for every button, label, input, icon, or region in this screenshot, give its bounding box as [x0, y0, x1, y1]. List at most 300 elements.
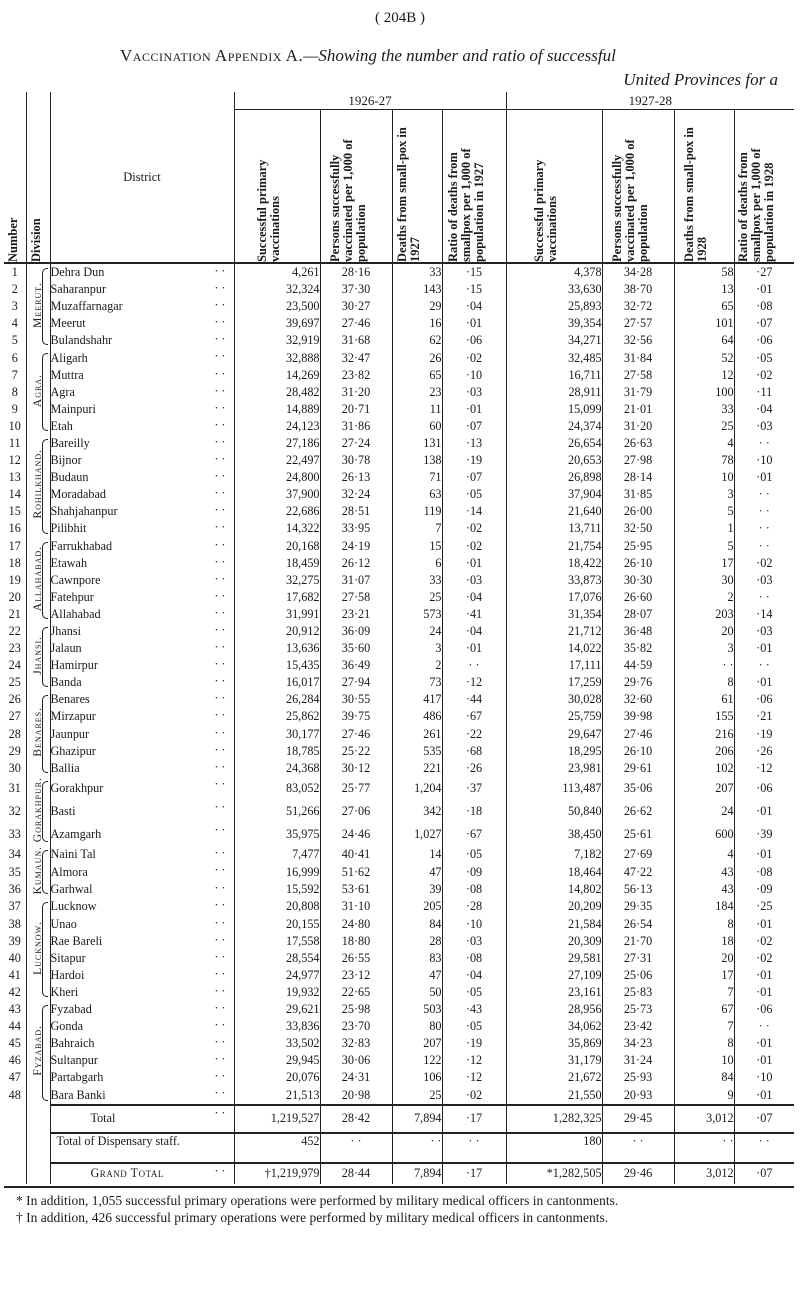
table-row [4, 640, 794, 657]
totals-label [50, 1163, 234, 1184]
totals-value: 28·42 [320, 1105, 392, 1133]
district-label: Ghazipur [50, 743, 96, 758]
deaths-1927: 63 [392, 486, 442, 503]
ratio-1928: ·11 [756, 384, 773, 399]
row-number: 34 [4, 846, 26, 863]
district-name [50, 967, 234, 984]
deaths-1928: 101 [674, 315, 734, 332]
vaccinations-1927: 28,554 [234, 950, 320, 967]
deaths-1927: 33 [392, 263, 442, 281]
ratio-1928: ·10 [756, 1070, 773, 1085]
vaccinations-1927: 37,900 [234, 486, 320, 503]
rate-1927: 31·68 [320, 332, 392, 349]
table-row [4, 726, 794, 743]
ratio-1927: · · [442, 657, 506, 674]
vaccinations-1927: 25,862 [234, 708, 320, 725]
leader-dots: · · [214, 708, 226, 723]
rate-1928: 25·06 [602, 967, 674, 984]
vaccinations-1928: 26,654 [506, 435, 602, 452]
leader-dots: · · [214, 571, 226, 586]
ratio-1927: ·12 [442, 674, 506, 691]
district-name [50, 1069, 234, 1086]
ratio-1927: ·37 [442, 777, 506, 800]
district-name [50, 1001, 234, 1018]
table-row [4, 657, 794, 674]
ratio-1927: ·15 [442, 263, 506, 281]
vaccinations-1928: 113,487 [506, 777, 602, 800]
rate-1927: 32·24 [320, 486, 392, 503]
leader-dots: · · [214, 537, 226, 552]
deaths-1928: 100 [674, 384, 734, 401]
district-label: Benares [50, 692, 90, 707]
vaccinations-1928: 21,550 [506, 1086, 602, 1104]
header-deaths-1928: Deaths from small-pox in 1928 [682, 127, 710, 262]
deaths-1927: 28 [392, 933, 442, 950]
row-number: 45 [4, 1035, 26, 1052]
district-name [50, 469, 234, 486]
district-label: Farrukhabad [50, 538, 113, 553]
district-label: Fyzabad [50, 1002, 92, 1017]
division-name: Allahabad. [32, 545, 44, 611]
header-year-1926-27: 1926-27 [234, 92, 506, 110]
leader-dots: · · [214, 486, 226, 501]
deaths-1928: 61 [674, 691, 734, 708]
district-label: Bulandshahr [50, 333, 113, 348]
ratio-1927: ·09 [442, 863, 506, 880]
row-number: 15 [4, 503, 26, 520]
district-label: Partabgarh [50, 1070, 104, 1085]
deaths-1927: 14 [392, 846, 442, 863]
rate-1928: 27·57 [602, 315, 674, 332]
vaccinations-1928: 29,647 [506, 726, 602, 743]
ratio-1928: ·01 [756, 916, 773, 931]
rate-1928: 32·60 [602, 691, 674, 708]
rate-1928: 31·20 [602, 418, 674, 435]
ratio-1928: ·06 [756, 692, 773, 707]
table-row [4, 298, 794, 315]
vaccinations-1928: 20,209 [506, 898, 602, 915]
division-label [26, 846, 50, 898]
ratio-1927: ·10 [442, 367, 506, 384]
table-row [4, 950, 794, 967]
deaths-1928: 17 [674, 967, 734, 984]
rate-1927: 35·60 [320, 640, 392, 657]
totals-label [50, 1133, 234, 1163]
district-name [50, 800, 234, 823]
row-number: 1 [4, 263, 26, 281]
deaths-1927: 119 [392, 503, 442, 520]
rate-1927: 22·65 [320, 984, 392, 1001]
district-name [50, 674, 234, 691]
deaths-1928: 8 [674, 674, 734, 691]
division-brace [42, 439, 48, 534]
row-number: 5 [4, 332, 26, 349]
row-number: 43 [4, 1001, 26, 1018]
vaccinations-1928: 17,111 [506, 657, 602, 674]
rate-1927: 30·12 [320, 760, 392, 777]
row-number: 31 [4, 777, 26, 800]
vaccinations-1927: 19,932 [234, 984, 320, 1001]
district-label: Agra [50, 384, 75, 399]
ratio-1928: ·02 [756, 367, 773, 382]
deaths-1928: 84 [674, 1069, 734, 1086]
vaccinations-1928: 34,271 [506, 332, 602, 349]
rate-1928: 31·84 [602, 349, 674, 366]
deaths-1927: 573 [392, 606, 442, 623]
totals-value: 3,012 [674, 1105, 734, 1133]
row-number: 18 [4, 555, 26, 572]
deaths-1927: 15 [392, 538, 442, 555]
leader-dots: · · [214, 880, 226, 895]
ratio-1928: ·09 [756, 882, 773, 897]
blank-cell [4, 1133, 26, 1163]
vaccinations-1927: 21,513 [234, 1086, 320, 1104]
rate-1927: 20·98 [320, 1086, 392, 1104]
vaccinations-1928: 33,873 [506, 572, 602, 589]
deaths-1928: 8 [674, 916, 734, 933]
rate-1928: 28·14 [602, 469, 674, 486]
row-number: 22 [4, 623, 26, 640]
division-name: Jhansi. [32, 635, 44, 675]
district-label: Aligarh [50, 350, 88, 365]
rate-1928: 30·30 [602, 572, 674, 589]
totals-value: ·17 [442, 1163, 506, 1184]
ratio-1927: ·15 [442, 281, 506, 298]
division-brace [42, 353, 48, 430]
district-label: Bareilly [50, 435, 90, 450]
row-number: 14 [4, 486, 26, 503]
rate-1928: 44·59 [602, 657, 674, 674]
deaths-1927: 221 [392, 760, 442, 777]
rate-1928: 38·70 [602, 281, 674, 298]
division-brace [42, 542, 48, 619]
table-row [4, 863, 794, 880]
table-row [4, 933, 794, 950]
vaccinations-1928: 50,840 [506, 800, 602, 823]
deaths-1928: 7 [674, 984, 734, 1001]
rate-1927: 37·30 [320, 281, 392, 298]
vaccinations-1927: 14,322 [234, 520, 320, 537]
ratio-1927: ·02 [442, 538, 506, 555]
vaccinations-1928: 38,450 [506, 823, 602, 846]
deaths-1927: 143 [392, 281, 442, 298]
district-label: Muttra [50, 367, 84, 382]
ratio-1928: · · [758, 504, 770, 519]
division-brace [42, 268, 48, 345]
vaccinations-1928: 37,904 [506, 486, 602, 503]
deaths-1928: 155 [674, 708, 734, 725]
footnote-rule [4, 1186, 794, 1188]
division-label [26, 691, 50, 776]
blank-cell [4, 1163, 26, 1184]
vaccinations-1927: 35,975 [234, 823, 320, 846]
header-year-1927-28: 1927-28 [506, 92, 794, 110]
vaccinations-1927: 20,912 [234, 623, 320, 640]
deaths-1928: 600 [674, 823, 734, 846]
vaccinations-1928: 30,028 [506, 691, 602, 708]
ratio-1927: ·02 [442, 1086, 506, 1104]
vaccinations-1927: 20,168 [234, 538, 320, 555]
ratio-1928: · · [758, 538, 770, 553]
vaccinations-1927: 17,558 [234, 933, 320, 950]
deaths-1927: 29 [392, 298, 442, 315]
district-name [50, 1018, 234, 1035]
district-label: Bara Banki [50, 1087, 106, 1102]
leader-dots: · · [214, 366, 226, 381]
deaths-1928: 13 [674, 281, 734, 298]
totals-value: 29·46 [602, 1163, 674, 1184]
ratio-1927: ·67 [442, 708, 506, 725]
vaccinations-1927: 20,808 [234, 898, 320, 915]
deaths-1927: 7 [392, 520, 442, 537]
row-number: 3 [4, 298, 26, 315]
ratio-1927: ·13 [442, 435, 506, 452]
rate-1927: 25·77 [320, 777, 392, 800]
rate-1927: 18·80 [320, 933, 392, 950]
district-label: Hamirpur [50, 658, 98, 673]
row-number: 46 [4, 1052, 26, 1069]
division-name: Benares. [32, 707, 44, 757]
deaths-1927: 11 [392, 401, 442, 418]
row-number: 23 [4, 640, 26, 657]
leader-dots: · · [214, 898, 226, 913]
rate-1927: 32·83 [320, 1035, 392, 1052]
header-number: Number [5, 217, 20, 262]
deaths-1928: 65 [674, 298, 734, 315]
deaths-1927: 24 [392, 623, 442, 640]
district-label: Allahabad [50, 606, 101, 621]
rate-1928: 25·73 [602, 1001, 674, 1018]
ratio-1928: ·03 [756, 572, 773, 587]
row-number: 33 [4, 823, 26, 846]
vaccinations-1928: 20,309 [506, 933, 602, 950]
district-name [50, 298, 234, 315]
deaths-1928: 33 [674, 401, 734, 418]
vaccinations-1927: 24,123 [234, 418, 320, 435]
division-name: Agra. [32, 373, 44, 407]
table-row [4, 589, 794, 606]
ratio-1928: ·01 [756, 803, 773, 818]
ratio-1927: ·04 [442, 589, 506, 606]
vaccinations-1927: 28,482 [234, 384, 320, 401]
ratio-1927: ·03 [442, 384, 506, 401]
vaccinations-1927: 27,186 [234, 435, 320, 452]
deaths-1928: 5 [674, 503, 734, 520]
leader-dots: · · [214, 1052, 226, 1067]
rate-1927: 32·47 [320, 349, 392, 366]
division-brace [42, 1005, 48, 1101]
leader-dots: · · [214, 799, 226, 814]
table-row [4, 623, 794, 640]
table-row [4, 315, 794, 332]
rate-1928: 23·42 [602, 1018, 674, 1035]
rate-1927: 30·06 [320, 1052, 392, 1069]
row-number: 25 [4, 674, 26, 691]
deaths-1928: 17 [674, 555, 734, 572]
table-row [4, 1069, 794, 1086]
division-name: Rohilkhand. [32, 449, 44, 519]
ratio-1927: ·04 [442, 623, 506, 640]
district-name [50, 606, 234, 623]
deaths-1927: 503 [392, 1001, 442, 1018]
vaccinations-1927: 51,266 [234, 800, 320, 823]
district-name [50, 950, 234, 967]
rate-1928: 25·95 [602, 538, 674, 555]
footnote-1: * In addition, 1,055 successful primary operations were performed by military medical officers in cantonments. [16, 1193, 619, 1208]
vaccinations-1927: 7,477 [234, 846, 320, 863]
page-title [120, 44, 800, 92]
totals-value: 7,894 [392, 1163, 442, 1184]
totals-value: 180 [506, 1133, 602, 1163]
ratio-1927: ·01 [442, 315, 506, 332]
table-row [4, 263, 794, 281]
district-label: Cawnpore [50, 572, 101, 587]
rate-1927: 36·09 [320, 623, 392, 640]
deaths-1927: 25 [392, 589, 442, 606]
vaccinations-1927: 24,800 [234, 469, 320, 486]
table-row [4, 418, 794, 435]
vaccinations-1928: 13,711 [506, 520, 602, 537]
deaths-1928: 3 [674, 486, 734, 503]
leader-dots: · · [214, 1163, 226, 1178]
ratio-1927: ·12 [442, 1069, 506, 1086]
vaccinations-1927: 22,497 [234, 452, 320, 469]
deaths-1928: 216 [674, 726, 734, 743]
vaccinations-1928: 33,630 [506, 281, 602, 298]
table-body [4, 263, 794, 1105]
totals-value: 28·44 [320, 1163, 392, 1184]
ratio-1927: ·41 [442, 606, 506, 623]
rate-1927: 28·16 [320, 263, 392, 281]
vaccinations-1928: 18,422 [506, 555, 602, 572]
vaccinations-1928: 18,464 [506, 863, 602, 880]
ratio-1927: ·68 [442, 743, 506, 760]
rate-1927: 31·86 [320, 418, 392, 435]
leader-dots: · · [214, 281, 226, 296]
ratio-1928: ·06 [756, 780, 773, 795]
vaccinations-1928: 16,711 [506, 367, 602, 384]
deaths-1927: 23 [392, 384, 442, 401]
rate-1927: 40·41 [320, 846, 392, 863]
deaths-1928: 67 [674, 1001, 734, 1018]
district-name [50, 281, 234, 298]
division-name: Lucknow. [32, 920, 44, 975]
row-number: 21 [4, 606, 26, 623]
ratio-1927: ·07 [442, 418, 506, 435]
district-name [50, 657, 234, 674]
ratio-1928: ·07 [756, 316, 773, 331]
district-name [50, 520, 234, 537]
district-name [50, 916, 234, 933]
rate-1928: 26·10 [602, 555, 674, 572]
row-number: 48 [4, 1086, 26, 1104]
rate-1927: 23·21 [320, 606, 392, 623]
leader-dots: · · [214, 776, 226, 791]
ratio-1928: ·01 [756, 675, 773, 690]
ratio-1928: ·26 [756, 743, 773, 758]
district-label: Gonda [50, 1019, 83, 1034]
district-name [50, 640, 234, 657]
vaccinations-1928: 29,581 [506, 950, 602, 967]
vaccinations-1928: 32,485 [506, 349, 602, 366]
row-number: 10 [4, 418, 26, 435]
rate-1928: 34·23 [602, 1035, 674, 1052]
deaths-1928: 206 [674, 743, 734, 760]
district-label: Naini Tal [50, 847, 96, 862]
deaths-1928: 20 [674, 950, 734, 967]
district-name [50, 984, 234, 1001]
rate-1928: 20·93 [602, 1086, 674, 1104]
deaths-1927: 47 [392, 967, 442, 984]
district-name [50, 846, 234, 863]
division-label [26, 538, 50, 623]
rate-1927: 36·49 [320, 657, 392, 674]
district-name [50, 349, 234, 366]
vaccinations-1927: 29,945 [234, 1052, 320, 1069]
row-number: 19 [4, 572, 26, 589]
division-brace [42, 695, 48, 772]
vaccinations-1927: 20,155 [234, 916, 320, 933]
vaccinations-1928: 14,022 [506, 640, 602, 657]
rate-1927: 28·51 [320, 503, 392, 520]
deaths-1928: 43 [674, 881, 734, 898]
rate-1927: 27·06 [320, 800, 392, 823]
ratio-1928: ·04 [756, 401, 773, 416]
district-label: Mirzapur [50, 709, 96, 724]
leader-dots: · · [214, 520, 226, 535]
totals-value: · · [392, 1133, 442, 1163]
totals-label-text: Total of Dispensary staff. [56, 1133, 180, 1148]
district-label: Mainpuri [50, 401, 96, 416]
ratio-1928: ·02 [756, 950, 773, 965]
deaths-1927: 73 [392, 674, 442, 691]
table-row [4, 503, 794, 520]
rate-1928: 32·72 [602, 298, 674, 315]
deaths-1927: 131 [392, 435, 442, 452]
totals-value: ·07 [734, 1163, 794, 1184]
district-label: Azamgarh [50, 826, 102, 841]
leader-dots: · · [214, 298, 226, 313]
district-name [50, 726, 234, 743]
division-brace [42, 781, 48, 842]
table-row [4, 469, 794, 486]
district-label: Ballia [50, 760, 80, 775]
deaths-1928: 4 [674, 435, 734, 452]
totals-value: 452 [234, 1133, 320, 1163]
totals-value: · · [602, 1133, 674, 1163]
ratio-1927: ·07 [442, 469, 506, 486]
ratio-1928: ·27 [756, 265, 773, 280]
vaccination-table [4, 92, 794, 1184]
vaccinations-1927: 30,177 [234, 726, 320, 743]
ratio-1928: ·39 [756, 826, 773, 841]
deaths-1927: 1,027 [392, 823, 442, 846]
ratio-1928: ·12 [756, 760, 773, 775]
deaths-1928: · · [674, 657, 734, 674]
ratio-1928: ·01 [756, 1036, 773, 1051]
vaccinations-1927: 23,500 [234, 298, 320, 315]
vaccinations-1928: 28,956 [506, 1001, 602, 1018]
vaccinations-1928: 7,182 [506, 846, 602, 863]
ratio-1928: ·06 [756, 1002, 773, 1017]
vaccinations-1927: 16,017 [234, 674, 320, 691]
leader-dots: · · [214, 503, 226, 518]
division-name: Gorakhpur. [32, 776, 44, 843]
table-row [4, 916, 794, 933]
header-vaccinations-1928: Successful primary vaccinations [532, 159, 560, 262]
leader-dots: · · [214, 759, 226, 774]
ratio-1928: · · [758, 435, 770, 450]
